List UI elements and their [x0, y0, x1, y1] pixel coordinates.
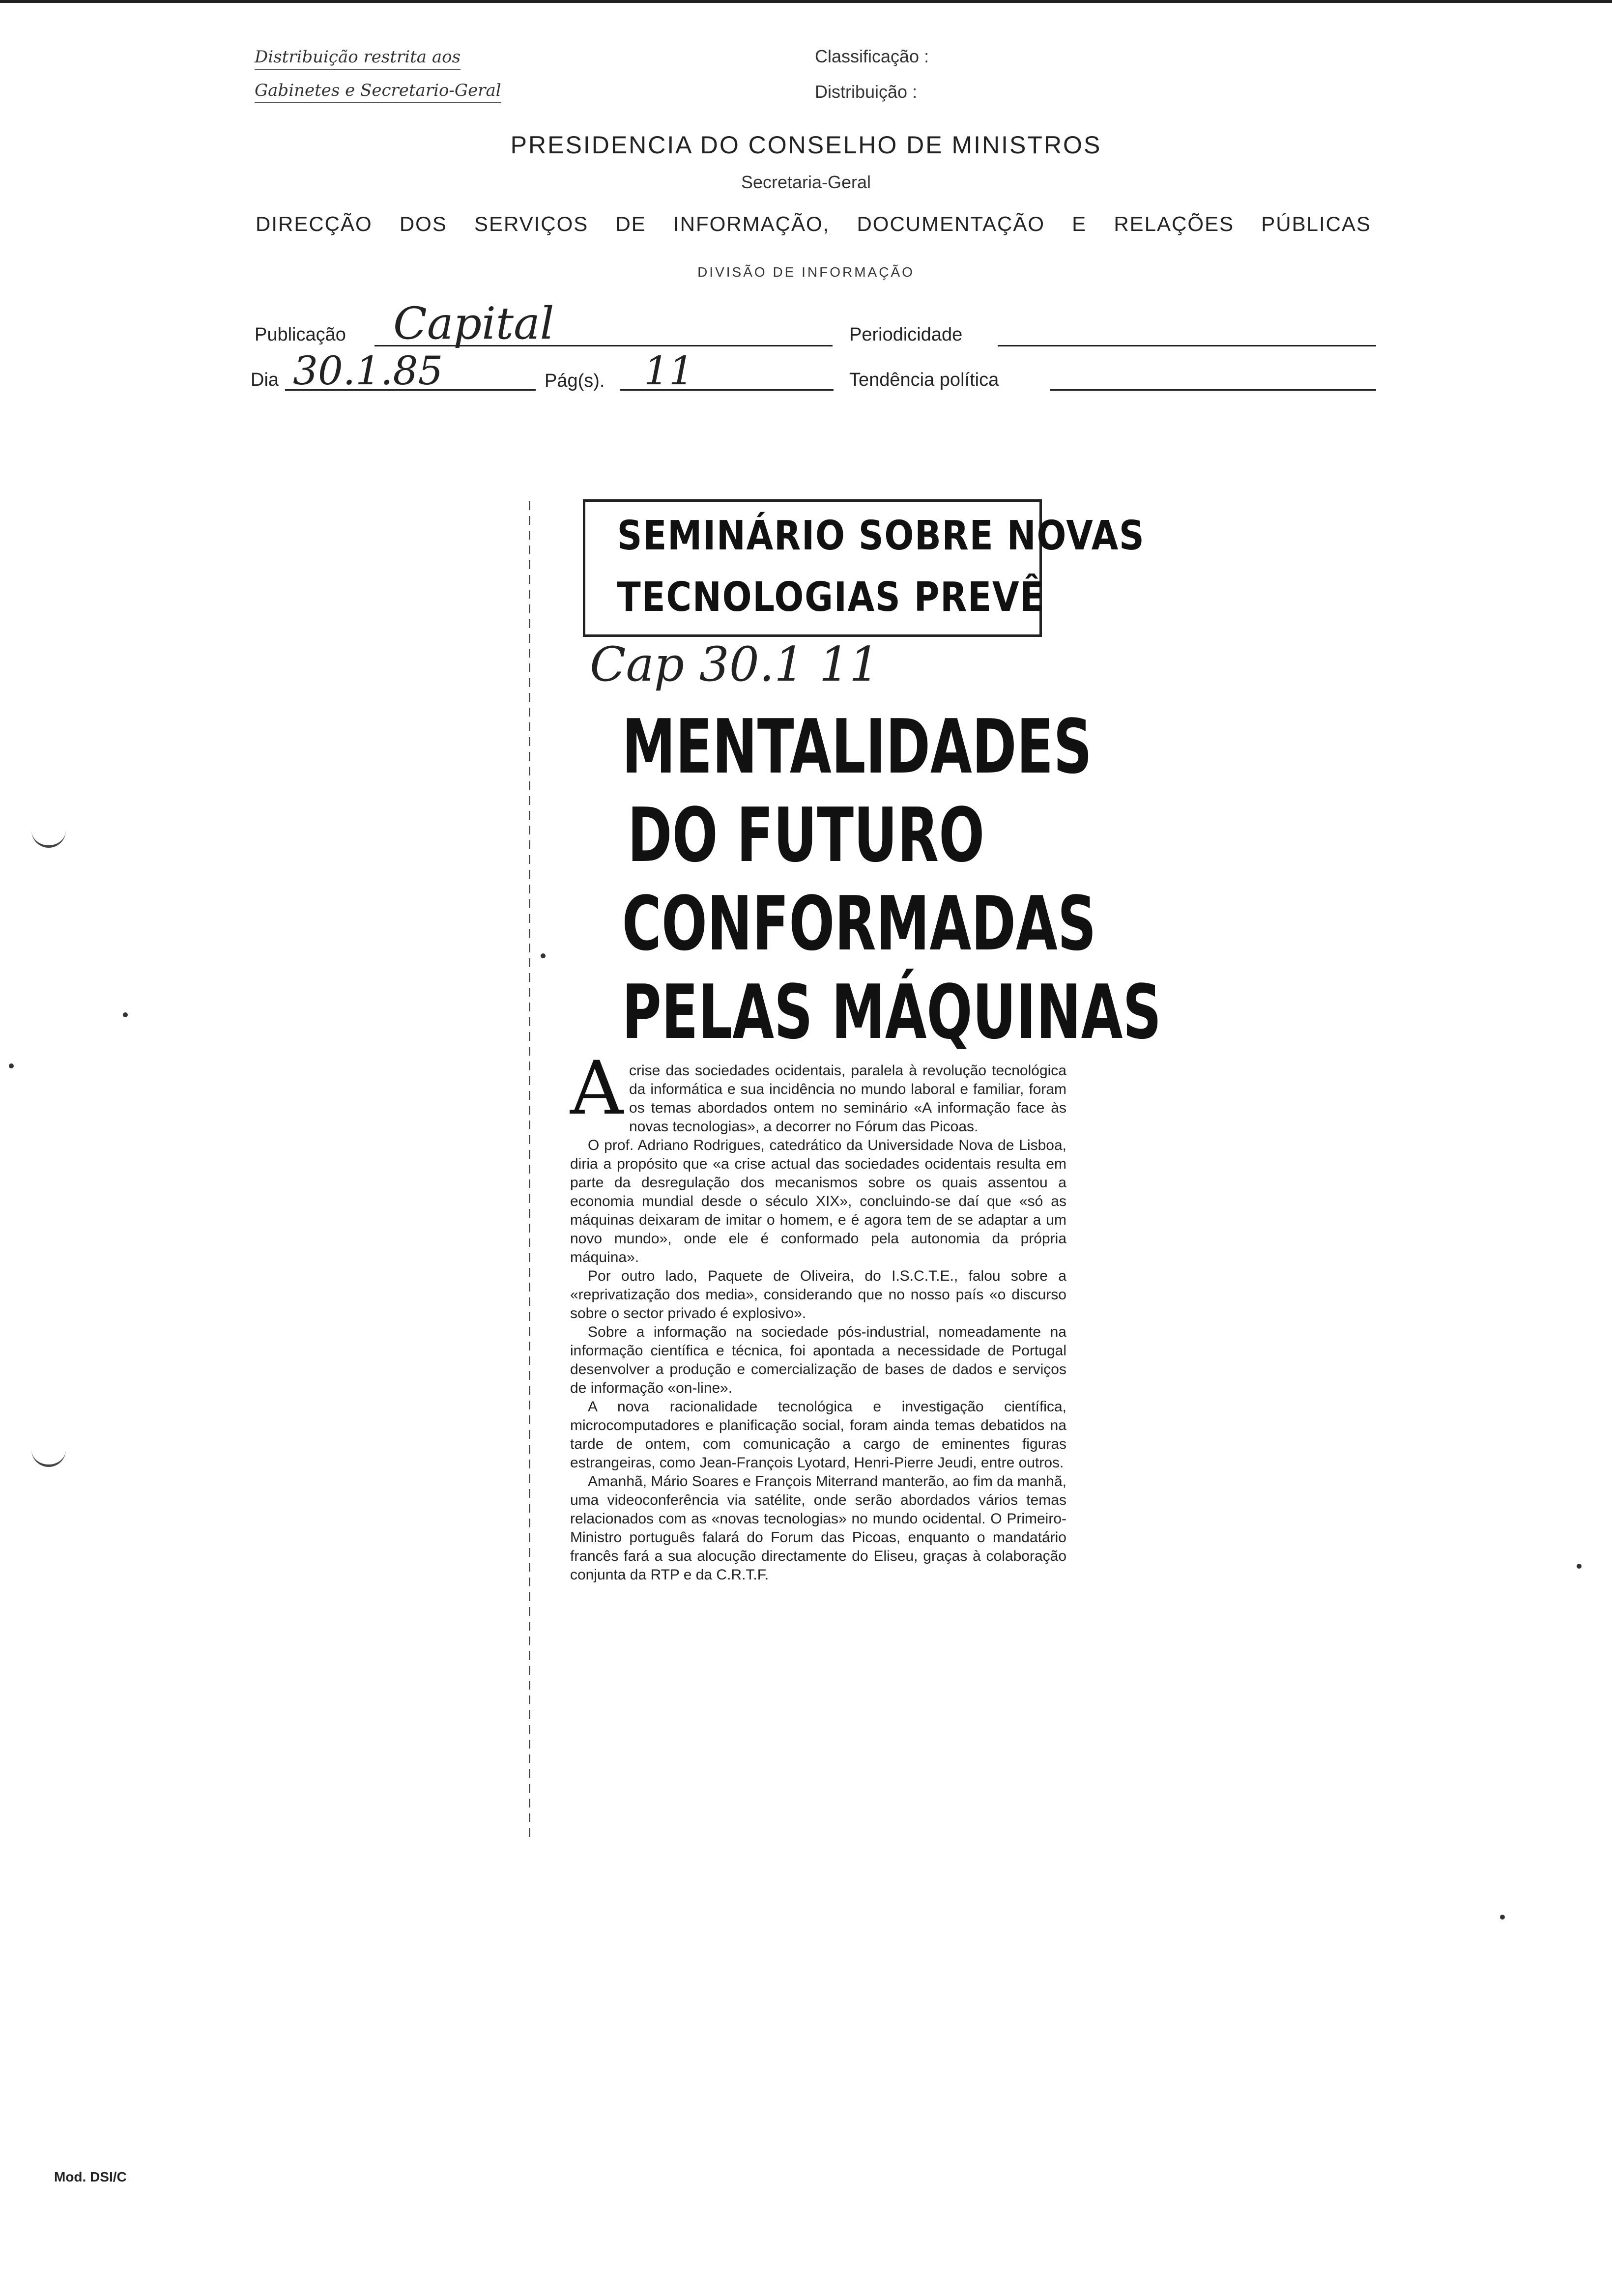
dia-rule: [285, 389, 536, 391]
dia-label: Dia: [251, 370, 279, 390]
article-paragraph: Sobre a informação na sociedade pós-industrial, nomeadamente na informação científica e técnica, foi apontada a necessidade de Portugal desenvolver a produção e comercialização de bases de dados e serviços de informação «on-line».: [570, 1324, 1066, 1396]
speck: [541, 953, 546, 958]
distribution-note-line1: Distribuição restrita aos: [255, 47, 461, 70]
handwritten-reference: Cap 30.1 11: [590, 637, 880, 692]
distribution-note-line2: Gabinetes e Secretario-Geral: [255, 81, 501, 103]
punch-hole-mark: [31, 1445, 66, 1467]
article-paragraph: O prof. Adriano Rodrigues, catedrático da Universidade Nova de Lisboa, diria a propósito que «a crise actual das sociedades ocidentais resulta em parte da desregulação dos mecanismos sobre os quais assentou a economia mundial desde o século XIX», concluindo-se daí que «só as máquinas deixaram de imitar o homem, e é agora tem de se adaptar a um novo mundo», onde ele é conformado pela autonomia da própria máquina».: [570, 1137, 1066, 1265]
headline-line: PELAS MÁQUINAS: [622, 969, 1162, 1056]
headline-line: MENTALIDADES: [622, 703, 1093, 790]
kicker-line2: TECNOLOGIAS PREVÊ: [617, 574, 1045, 621]
speck: [9, 1063, 14, 1068]
headline-line: CONFORMADAS: [622, 880, 1096, 967]
classificacao-label: Classificação :: [815, 46, 929, 66]
pags-handwritten-value: 11: [644, 348, 694, 394]
speck: [1500, 1915, 1505, 1920]
drop-cap: A: [570, 1046, 624, 1131]
article-paragraph: crise das sociedades ocidentais, paralela à revolução tecnológica da informática e sua incidência no mundo laboral e familiar, foram os temas abordados ontem no seminário «A informação face às novas tecnologias», a decorrer no Fórum das Picoas.: [629, 1062, 1066, 1135]
pags-label: Pág(s).: [545, 371, 605, 391]
publicacao-label: Publicação: [255, 324, 346, 345]
speck: [1577, 1564, 1582, 1569]
clipping-left-edge: [529, 501, 530, 1838]
distribuicao-label: Distribuição :: [815, 82, 918, 102]
headline-line: DO FUTURO: [627, 792, 985, 879]
speck: [123, 1012, 128, 1017]
article-paragraph: Amanhã, Mário Soares e François Miterrand manterão, ao fim da manhã, uma videoconferência via satélite, onde serão abordados vários temas relacionados com as «novas tecnologias» no mundo ocidental. O Primeiro-Ministro português falará do Forum das Picoas, enquanto o mandatário francês fará a sua alocução directamente do Eliseu, graças à colaboração conjunta da RTP e da C.R.T.F.: [570, 1473, 1066, 1583]
publicacao-handwritten-value: Capital: [393, 298, 554, 349]
top-border: [0, 0, 1612, 3]
pags-rule: [620, 389, 834, 391]
presidencia-heading: PRESIDENCIA DO CONSELHO DE MINISTROS: [510, 131, 1102, 159]
secretaria-heading: Secretaria-Geral: [741, 172, 871, 192]
article-headline: [550, 703, 1162, 1057]
direccao-heading: DIRECÇÃO DOS SERVIÇOS DE INFORMAÇÃO, DOCUMENTAÇÃO E RELAÇÕES PÚBLICAS: [256, 212, 1371, 235]
divisao-heading: DIVISÃO DE INFORMAÇÃO: [697, 264, 915, 280]
kicker-line1: SEMINÁRIO SOBRE NOVAS: [617, 513, 1145, 559]
publicacao-rule: [374, 345, 833, 346]
tendencia-label: Tendência política: [849, 370, 999, 390]
periodicidade-label: Periodicidade: [849, 324, 963, 345]
article-paragraph: A nova racionalidade tecnológica e investigação científica, microcomputadores e planificação social, foram ainda temas debatidos na tarde de ontem, com comunicação a cargo de eminentes figuras estrangeiras, como Jean-François Lyotard, Henri-Pierre Jeudi, entre outros.: [570, 1399, 1066, 1471]
dia-handwritten-value: 30.1.85: [293, 348, 443, 394]
article-body: [570, 1062, 1066, 1584]
article-paragraph: Por outro lado, Paquete de Oliveira, do I.S.C.T.E., falou sobre a «reprivatização dos media», considerando que no nosso país «o discurso sobre o sector privado é explosivo».: [570, 1268, 1066, 1321]
article-kicker: [583, 499, 1145, 637]
tendencia-rule: [1050, 389, 1376, 391]
form-code: Mod. DSI/C: [54, 2169, 127, 2184]
periodicidade-rule: [998, 345, 1376, 346]
punch-hole-mark: [31, 826, 66, 848]
